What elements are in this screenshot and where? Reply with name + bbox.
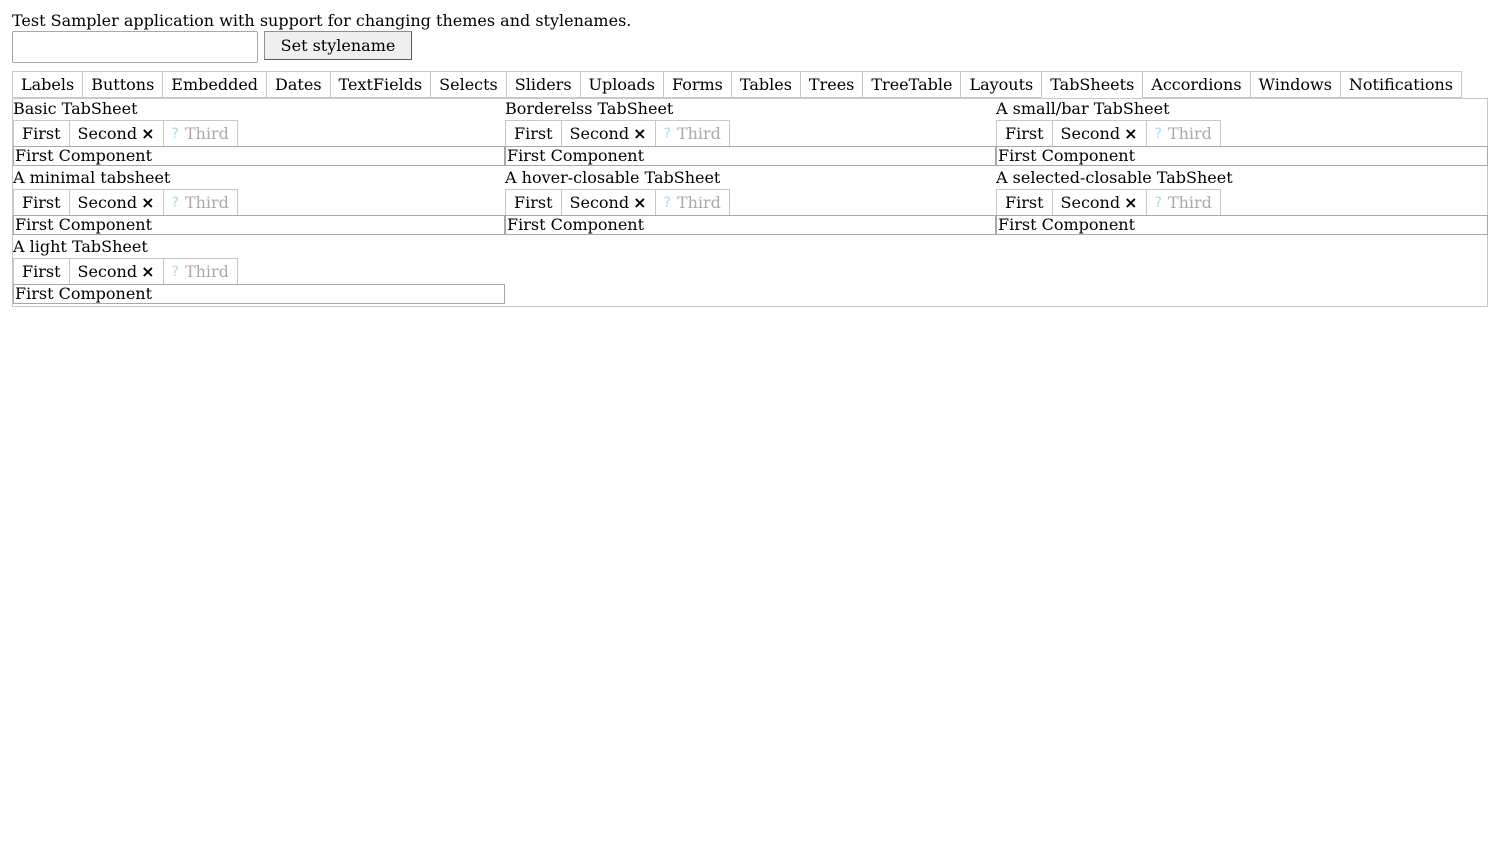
- tab-second[interactable]: [1052, 121, 1146, 147]
- tab-layouts[interactable]: Layouts: [960, 72, 1041, 98]
- set-stylename-button[interactable]: Set stylename: [264, 31, 412, 60]
- tab-treetable[interactable]: TreeTable: [862, 72, 960, 98]
- tab-label: Second: [77, 192, 138, 212]
- tabsheet-content-panel: [996, 146, 1488, 166]
- tab-dates[interactable]: Dates: [266, 72, 329, 98]
- tab-first[interactable]: [13, 259, 69, 285]
- main-tab-bar: [12, 71, 1462, 99]
- tabsheet-tab-bar: [13, 189, 238, 216]
- tab-first[interactable]: [13, 190, 69, 216]
- tab-second[interactable]: [69, 259, 163, 285]
- panel-text: First Component: [507, 215, 645, 234]
- tabsheet-caption: A light TabSheet: [13, 237, 148, 256]
- minimal-tabsheet: [13, 168, 505, 237]
- tabsheet-caption: A small/bar TabSheet: [996, 99, 1170, 118]
- tab-label: Third: [1167, 192, 1212, 212]
- tabsheet-caption: A minimal tabsheet: [13, 168, 171, 187]
- tabsheet-caption: Basic TabSheet: [13, 99, 138, 118]
- tabsheet-caption: A selected-closable TabSheet: [996, 168, 1233, 187]
- tabsheet-caption: Borderelss TabSheet: [505, 99, 674, 118]
- tab-label: Third: [676, 123, 721, 143]
- question-icon: ?: [171, 194, 179, 211]
- tab-label: Second: [1060, 192, 1121, 212]
- tab-label: First: [22, 261, 61, 281]
- panel-text: First Component: [998, 215, 1136, 234]
- tab-second[interactable]: [69, 121, 163, 147]
- tabsheet-tab-bar: [996, 189, 1221, 216]
- borderless-tabsheet: [505, 99, 996, 168]
- panel-text: First Component: [15, 215, 153, 234]
- question-icon: ?: [1154, 125, 1162, 142]
- tab-buttons[interactable]: Buttons: [82, 72, 162, 98]
- tab-third: [655, 121, 730, 147]
- close-icon[interactable]: ×: [633, 192, 647, 212]
- tab-label: Third: [184, 261, 229, 281]
- selected-closable-tabsheet: [996, 168, 1488, 237]
- tab-first[interactable]: [996, 121, 1052, 147]
- question-icon: ?: [663, 194, 671, 211]
- tabsheet-content-panel: [996, 215, 1488, 235]
- tab-third: [163, 190, 238, 216]
- tab-label: Third: [184, 123, 229, 143]
- tab-label: First: [1005, 192, 1044, 212]
- tabsheet-content-panel: [13, 284, 505, 304]
- tabsheet-tab-bar: [13, 258, 238, 285]
- tab-label: Third: [1167, 123, 1212, 143]
- tab-notifications[interactable]: Notifications: [1340, 72, 1462, 98]
- tabsheet-tab-bar: [505, 189, 730, 216]
- tab-forms[interactable]: Forms: [663, 72, 731, 98]
- close-icon[interactable]: ×: [141, 123, 155, 143]
- tab-selects[interactable]: Selects: [430, 72, 506, 98]
- tab-label: Third: [676, 192, 721, 212]
- tab-tabsheets[interactable]: TabSheets: [1041, 72, 1142, 98]
- tab-third: [163, 121, 238, 147]
- tab-label: Second: [77, 261, 138, 281]
- tabsheet-content-panel: [13, 146, 505, 166]
- panel-text: First Component: [15, 284, 153, 303]
- tab-label: Second: [77, 123, 138, 143]
- panel-text: First Component: [507, 146, 645, 165]
- tab-textfields[interactable]: TextFields: [330, 72, 431, 98]
- tab-label: First: [514, 192, 553, 212]
- tab-embedded[interactable]: Embedded: [162, 72, 266, 98]
- tab-third: [163, 259, 238, 285]
- tab-label: First: [514, 123, 553, 143]
- tab-label: Second: [569, 192, 630, 212]
- question-icon: ?: [663, 125, 671, 142]
- question-icon: ?: [1154, 194, 1162, 211]
- tab-label: First: [22, 192, 61, 212]
- close-icon[interactable]: ×: [1124, 123, 1138, 143]
- question-icon: ?: [171, 125, 179, 142]
- tab-third: [1146, 190, 1221, 216]
- hover-closable-tabsheet: [505, 168, 996, 237]
- tab-label: Third: [184, 192, 229, 212]
- close-icon[interactable]: ×: [633, 123, 647, 143]
- tabsheet-tab-bar: [13, 120, 238, 147]
- tabsheet-tab-bar: [505, 120, 730, 147]
- app-description: Test Sampler application with support for changing themes and stylenames.: [12, 11, 632, 30]
- tabsheet-content-panel: [505, 146, 996, 166]
- tabsheet-content-panel: [13, 215, 505, 235]
- tab-third: [655, 190, 730, 216]
- stylename-input[interactable]: [12, 31, 258, 63]
- close-icon[interactable]: ×: [1124, 192, 1138, 212]
- tab-second[interactable]: [1052, 190, 1146, 216]
- tab-label: Second: [1060, 123, 1121, 143]
- tab-first[interactable]: [13, 121, 69, 147]
- tab-label: First: [22, 123, 61, 143]
- tab-second[interactable]: [69, 190, 163, 216]
- tabsheet-content-panel: [505, 215, 996, 235]
- tab-second[interactable]: [561, 121, 655, 147]
- tab-uploads[interactable]: Uploads: [580, 72, 663, 98]
- light-tabsheet: [13, 237, 505, 306]
- tab-windows[interactable]: Windows: [1250, 72, 1340, 98]
- basic-tabsheet: [13, 99, 505, 168]
- tab-third: [1146, 121, 1221, 147]
- close-icon[interactable]: ×: [141, 192, 155, 212]
- tabsheet-tab-bar: [996, 120, 1221, 147]
- tab-second[interactable]: [561, 190, 655, 216]
- tab-tables[interactable]: Tables: [731, 72, 800, 98]
- tab-label: Second: [569, 123, 630, 143]
- tab-label: First: [1005, 123, 1044, 143]
- panel-text: First Component: [998, 146, 1136, 165]
- tabsheet-caption: A hover-closable TabSheet: [505, 168, 721, 187]
- question-icon: ?: [171, 263, 179, 280]
- tab-accordions[interactable]: Accordions: [1142, 72, 1249, 98]
- panel-text: First Component: [15, 146, 153, 165]
- tab-trees[interactable]: Trees: [800, 72, 862, 98]
- close-icon[interactable]: ×: [141, 261, 155, 281]
- tab-first[interactable]: [996, 190, 1052, 216]
- small-bar-tabsheet: [996, 99, 1488, 168]
- tab-labels[interactable]: Labels: [12, 72, 82, 98]
- tab-sliders[interactable]: Sliders: [506, 72, 580, 98]
- tab-first[interactable]: [505, 190, 561, 216]
- tab-first[interactable]: [505, 121, 561, 147]
